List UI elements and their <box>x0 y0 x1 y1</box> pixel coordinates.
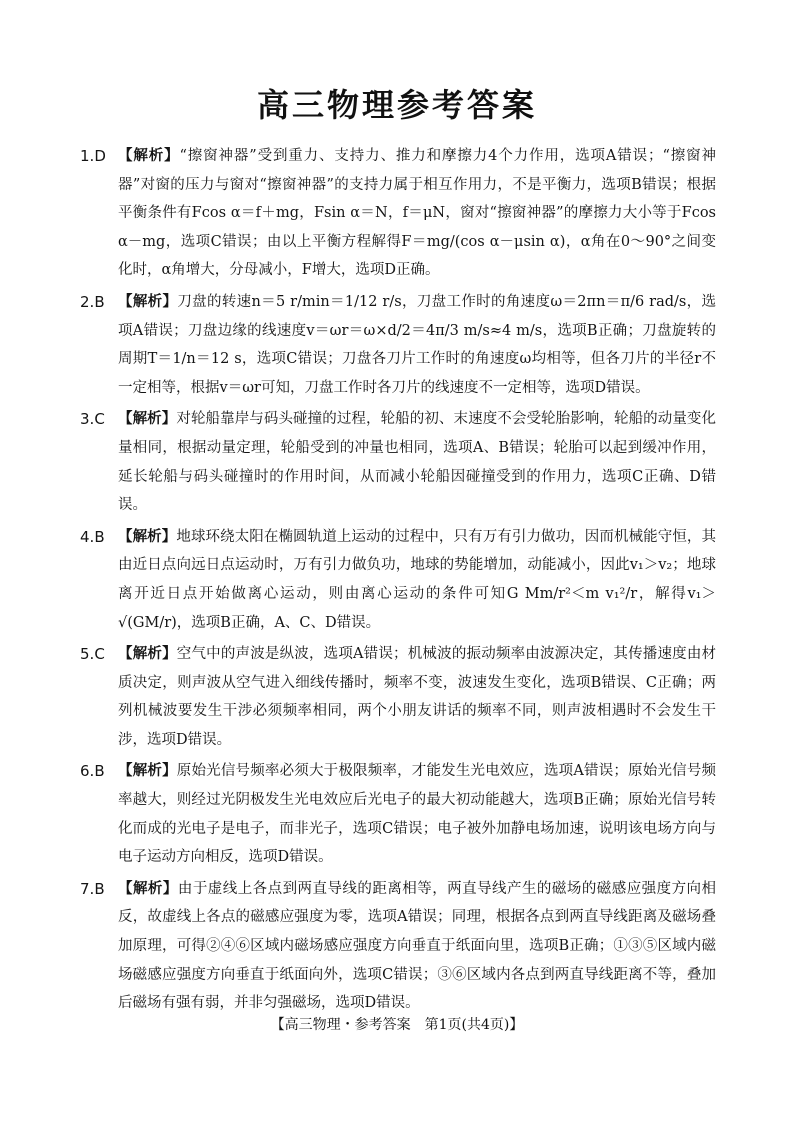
analysis-text: 对轮船靠岸与码头碰撞的过程，轮船的初、末速度不会受轮胎影响，轮船的动量变化量相同，根据动量定理，轮船受到的冲量也相同，选项A、B错误；轮胎可以起到缓冲作用，延长轮船与码头碰撞时的作用时间，从而减小轮船因碰撞受到的作用力，选项C正确、D错误。 <box>118 411 717 514</box>
answer-item-3 <box>80 405 716 519</box>
answer-choice: B <box>94 527 105 546</box>
analysis-tag: 【解析】 <box>118 528 177 545</box>
answer-label <box>80 757 105 786</box>
answer-label <box>80 288 105 317</box>
answer-choice: B <box>94 879 105 898</box>
answer-label <box>80 875 105 904</box>
analysis-tag: 【解析】 <box>118 763 177 780</box>
analysis-text: “擦窗神器”受到重力、支持力、推力和摩擦力4个力作用，选项A错误；“擦窗神器”对窗的压力与窗对“擦窗神器”的支持力属于相互作用力，不是平衡力，选项B错误；根据平衡条件有Fcos α＝f＋mg，Fsin α＝N，f＝μN，窗对“擦窗神器”的摩擦力大小等于Fcos α－mg，选项C错误；由以上平衡方程解得F＝mg/(cos α－μsin α)，α角在0～90°之间变化时，α角增大，分母减小，F增大，选项D正确。 <box>118 148 717 279</box>
answer-number: 4. <box>80 527 95 546</box>
answer-item-6 <box>80 757 716 871</box>
answer-number: 2. <box>80 292 95 311</box>
answer-label <box>80 142 106 171</box>
analysis-text: 原始光信号频率必须大于极限频率，才能发生光电效应，选项A错误；原始光信号频率越大，则经过光阴极发生光电效应后光电子的最大初动能越大，选项B正确；原始光信号转化而成的光电子是电子，而非光子，选项C错误；电子被外加静电场加速，说明该电场方向与电子运动方向相反，选项D错误。 <box>118 763 717 866</box>
answer-choice: B <box>94 762 105 781</box>
answer-item-1 <box>80 142 716 285</box>
answer-choice: C <box>94 645 105 664</box>
analysis-text: 地球环绕太阳在椭圆轨道上运动的过程中，只有万有引力做功，因而机械能守恒，其由近日点向远日点运动时，万有引力做负功，地球的势能增加，动能减小，因此v₁＞v₂；地球离开近日点开始做离心运动，则由离心运动的条件可知G Mm/r²＜m v₁²/r，解得v₁＞√(GM/r)，选项B正确，A、C、D错误。 <box>118 528 717 631</box>
analysis-tag: 【解析】 <box>118 293 178 310</box>
answer-number: 5. <box>80 645 95 664</box>
analysis-tag: 【解析】 <box>118 148 180 164</box>
answer-number: 1. <box>80 147 95 165</box>
analysis-text: 由于虚线上各点到两直导线的距离相等，两直导线产生的磁场的磁感应强度方向相反，故虚线上各点的磁感应强度为零，选项A错误；同理，根据各点到两直导线距离及磁场叠加原理，可得②④⑥区域内磁场感应强度方向垂直于纸面向里，选项B正确；①③⑤区域内磁场磁感应强度方向垂直于纸面向外，选项C错误；③⑥区域内各点到两直导线距离不等，叠加后磁场有强有弱，并非匀强磁场，选项D错误。 <box>118 880 717 1012</box>
answer-label <box>80 640 105 669</box>
analysis-tag: 【解析】 <box>118 411 177 428</box>
answer-item-4 <box>80 523 716 637</box>
answer-number: 3. <box>80 410 95 429</box>
analysis-text: 刀盘的转速n＝5 r/min＝1/12 r/s，刀盘工作时的角速度ω＝2πn＝π/6 rad/s，选项A错误；刀盘边缘的线速度v＝ωr＝ω×d/2＝4π/3 m/s≈4 m/s，选项B正确；刀盘旋转的周期T＝1/n＝12 s，选项C错误；刀盘各刀片工作时的角速度ω均相等，但各刀片的半径r不一定相等，根据v＝ωr可知，刀盘工作时各刀片的线速度不一定相等，选项D错误。 <box>118 293 717 396</box>
answer-list <box>80 142 716 1021</box>
analysis-tag: 【解析】 <box>118 646 177 663</box>
answer-item-7 <box>80 875 716 1018</box>
answer-item-5 <box>80 640 716 754</box>
answer-choice: C <box>94 410 105 429</box>
answer-label <box>80 523 105 552</box>
page-footer: 【高三物理・参考答案 第1页(共4页)】 <box>270 1017 524 1033</box>
answer-item-2 <box>80 288 716 402</box>
analysis-tag: 【解析】 <box>118 880 178 897</box>
answer-number: 7. <box>80 879 95 898</box>
page-title: 高三物理参考答案 <box>256 86 537 124</box>
answer-number: 6. <box>80 762 95 781</box>
answer-label <box>80 405 105 434</box>
analysis-text: 空气中的声波是纵波，选项A错误；机械波的振动频率由波源决定，其传播速度由材质决定，则声波从空气进入细线传播时，频率不变，波速发生变化，选项B错误、C正确；两列机械波要发生干涉必须频率相同，两个小朋友讲话的频率不同，则声波相遇时不会发生干涉，选项D错误。 <box>118 646 717 748</box>
answer-choice: B <box>94 292 105 311</box>
answer-choice: D <box>94 147 106 165</box>
